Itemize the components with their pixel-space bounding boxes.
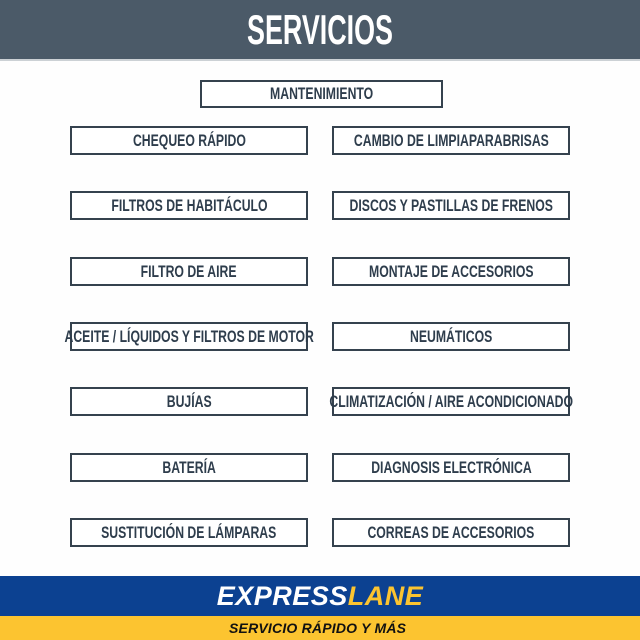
service-label: NEUMÁTICOS xyxy=(409,326,493,346)
service-label: BUJÍAS xyxy=(166,391,212,411)
service-label: CAMBIO DE LIMPIAPARABRISAS xyxy=(353,130,549,150)
service-label: SUSTITUCIÓN DE LÁMPARAS xyxy=(101,522,277,542)
service-box-filtro-aire xyxy=(70,257,308,286)
brand-express: EXPRESS xyxy=(216,580,348,611)
service-box-diagnosis-electronica xyxy=(332,453,570,482)
service-label: CLIMATIZACIÓN / AIRE ACONDICIONADO xyxy=(329,391,573,411)
service-label: DIAGNOSIS ELECTRÓNICA xyxy=(370,457,532,477)
service-box-bujias xyxy=(70,387,308,416)
service-label: BATERÍA xyxy=(162,457,216,477)
service-box-cambio-limpiaparabrisas xyxy=(332,126,570,155)
service-box-filtros-habitaculo xyxy=(70,191,308,220)
brand-tagline: SERVICIO RÁPIDO Y MÁS xyxy=(229,620,407,636)
expresslane-logo xyxy=(216,580,424,611)
header xyxy=(0,0,640,61)
service-label: DISCOS Y PASTILLAS DE FRENOS xyxy=(349,195,553,215)
service-label: CORREAS DE ACCESORIOS xyxy=(367,522,535,542)
service-label: MONTAJE DE ACCESORIOS xyxy=(368,261,534,281)
service-label: MANTENIMIENTO xyxy=(269,84,374,103)
service-box-aceite-liquidos-filtros xyxy=(64,322,314,351)
service-box-correas-accesorios xyxy=(332,518,570,547)
service-box-mantenimiento xyxy=(200,80,443,108)
service-box-discos-pastillas-frenos xyxy=(332,191,570,220)
footer-brand-bar xyxy=(0,576,640,616)
service-box-bateria xyxy=(70,453,308,482)
service-box-montaje-accesorios xyxy=(332,257,570,286)
service-label: CHEQUEO RÁPIDO xyxy=(132,130,246,150)
service-box-climatizacion-aire xyxy=(329,387,573,416)
service-label: ACEITE / LÍQUIDOS Y FILTROS DE MOTOR xyxy=(64,326,314,346)
service-box-neumaticos xyxy=(332,322,570,351)
footer-tagline-bar xyxy=(0,616,640,640)
brand-lane: LANE xyxy=(347,580,424,611)
service-box-sustitucion-lamparas xyxy=(70,518,308,547)
service-label: FILTROS DE HABITÁCULO xyxy=(110,195,268,215)
service-label: FILTRO DE AIRE xyxy=(141,261,237,281)
service-box-chequeo-rapido xyxy=(70,126,308,155)
page-title: SERVICIOS xyxy=(247,5,393,53)
